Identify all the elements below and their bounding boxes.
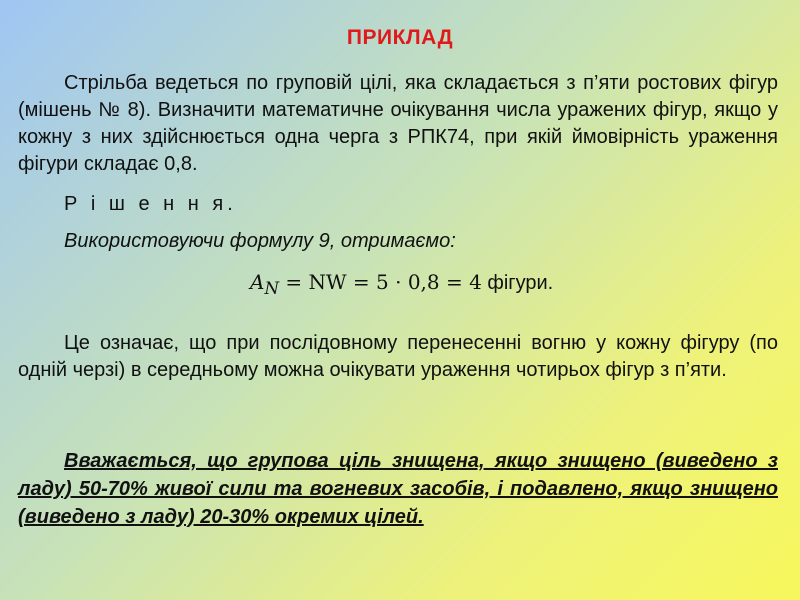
meaning-paragraph: Це означає, що при послідовному перенесенні вогню у кожну фігуру (по одній черзі) в середньому можна очікувати ураження чотирьох фігур з п’яти. (18, 332, 778, 381)
formula-lhs-subscript: N (264, 279, 280, 298)
problem-statement: Стрільба ведеться по груповій цілі, яка складається з п’яти ростових фігур (мішень № 8). Визначити математичне очікування числа уражених фігур, якщо у кожну з них здійснюється одна черга з РПК74, при якій ймовірність ураження фігури складає 0,8. (18, 72, 778, 175)
solution-label: Р і ш е н н я. (64, 193, 237, 215)
formula-lhs-symbol: A (250, 270, 265, 294)
formula (250, 270, 553, 298)
slide-title: ПРИКЛАД (346, 26, 454, 49)
note-paragraph: Вважається, що групова ціль знищена, якщо знищено (виведено з ладу) 50-70% живої сили та вогневих засобів, і подавлено, якщо знищено (виведено з ладу) 20-30% окремих цілей. (18, 450, 778, 528)
using-formula-text: Використовуючи формулу 9, отримаємо: (64, 230, 456, 252)
formula-expression: = NW = 5 · 0,8 = 4 (279, 270, 482, 294)
formula-unit: фігури. (487, 272, 554, 294)
formula-math (250, 270, 482, 298)
